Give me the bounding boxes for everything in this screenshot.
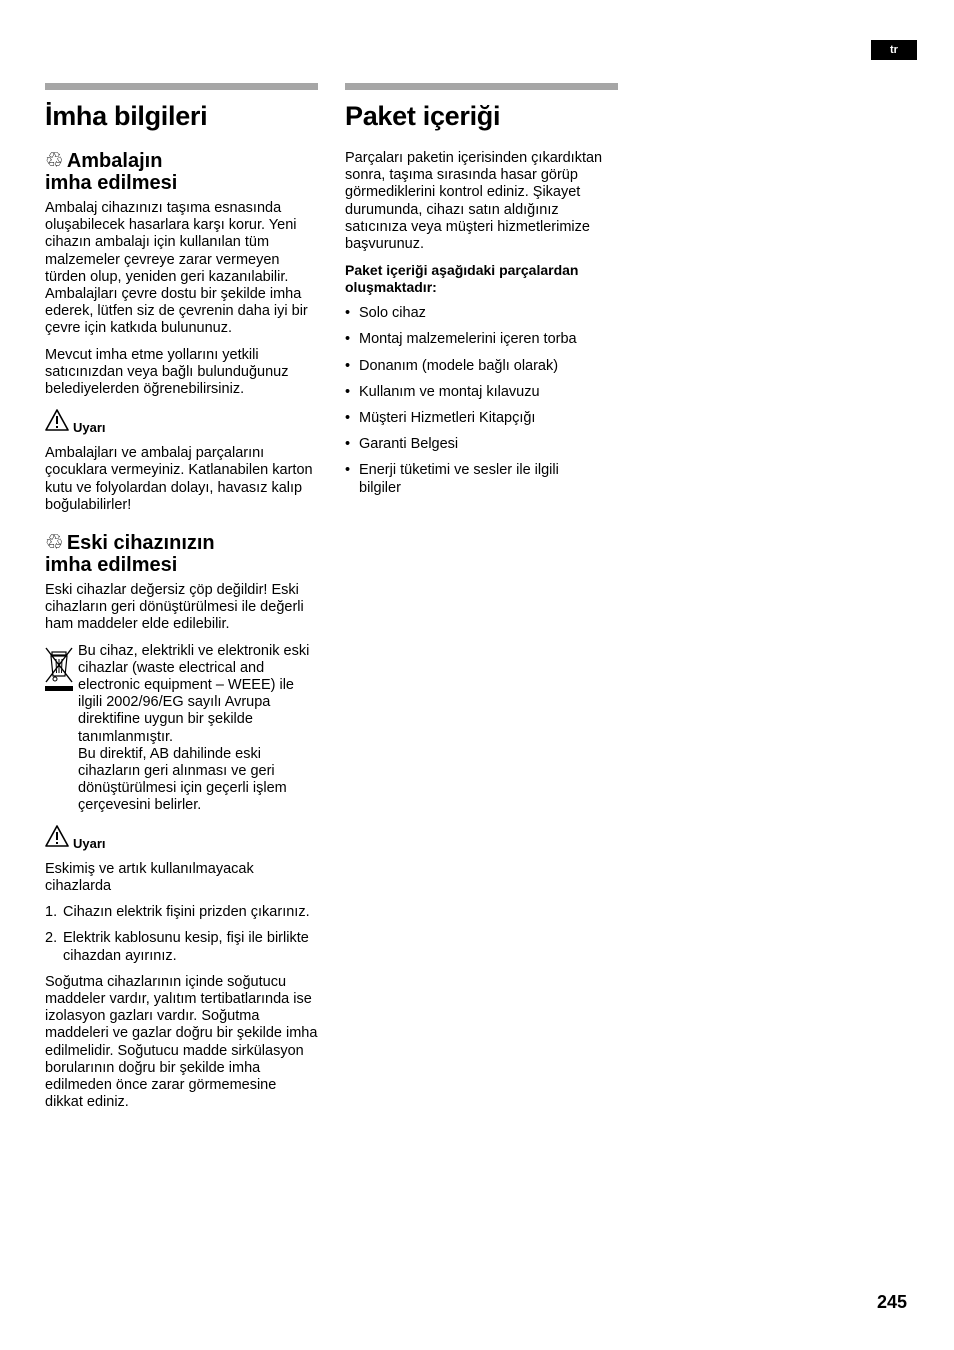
recycle-icon: ♲ bbox=[45, 149, 64, 172]
warning-intro: Eskimiş ve artık kullanılmayacak cihazlarda bbox=[45, 860, 254, 894]
list-item: • Donanım (modele bağlı olarak) bbox=[345, 357, 559, 374]
packaging-heading: ♲ Ambalajın imha edilmesi bbox=[45, 149, 178, 194]
section-rule bbox=[345, 83, 618, 90]
package-items bbox=[345, 305, 618, 497]
old-device-paragraph: Eski cihazlar değersiz çöp değildir! Eski cihazların geri dönüştürülmesi ile değerli ham maddeler elde edilebilir. bbox=[45, 582, 304, 633]
package-contents-column bbox=[345, 83, 618, 506]
packaging-paragraph: Ambalaj cihazınızı taşıma esnasında oluşabilecek hasarlara karşı korur. Yeni cihazın ambalajı için kullanılan tüm malzemeler çevreye zarar vermeyen türden olup, yeniden geri kazanılabilir. Ambalajları çevre dostu bir şekilde imha ederek, lütfen siz de çevrenin daha iyi bir çevre için katkıda bulununuz. bbox=[45, 200, 308, 337]
warning-label: Uyarı bbox=[73, 420, 106, 436]
package-intro: Parçaları paketin içerisinden çıkardıktan sonra, taşıma sırasında hasar görüp görmediklerini kontrol ediniz. Şikayet durumunda, cihazı satın aldığınız satıcınıza veya müşteri hizmetlerimize başvurunuz. bbox=[345, 150, 603, 253]
crossed-bin-icon bbox=[45, 643, 78, 815]
packaging-warning bbox=[45, 412, 318, 436]
package-contents-title: Paket içeriği bbox=[345, 101, 501, 131]
old-device-heading: ♲ Eski cihazınızın imha edilmesi bbox=[45, 531, 215, 577]
disposal-steps bbox=[45, 904, 318, 965]
list-item: • Enerji tüketimi ve sesler ile ilgili bilgiler bbox=[345, 462, 559, 496]
list-item: • Müşteri Hizmetleri Kitapçığı bbox=[345, 410, 536, 427]
language-tab: tr bbox=[871, 40, 917, 60]
packaging-warning-text: Ambalajları ve ambalaj parçalarını çocuklara vermeyiniz. Katlanabilen karton kutu ve folyolardan dolayı, havasız kalıp boğulabilirler! bbox=[45, 445, 313, 513]
packaging-paragraph-2: Mevcut imha etme yollarını yetkili satıcınızdan veya bağlı bulunduğunuz belediyelerden öğrenebilirsiniz. bbox=[45, 346, 289, 398]
warning-icon bbox=[45, 409, 69, 436]
weee-notice bbox=[45, 643, 318, 815]
list-item: • Montaj malzemelerini içeren torba bbox=[345, 331, 577, 348]
package-list-intro: Paket içeriği aşağıdaki parçalardan oluşmaktadır: bbox=[345, 262, 579, 296]
list-item: 1. Cihazın elektrik fişini prizden çıkarınız. bbox=[45, 904, 310, 921]
list-item: • Solo cihaz bbox=[345, 305, 426, 322]
old-device-warning bbox=[45, 828, 318, 852]
section-rule bbox=[45, 83, 318, 90]
disposal-title: İmha bilgileri bbox=[45, 101, 208, 131]
list-item: 2. Elektrik kablosunu kesip, fişi ile birlikte cihazdan ayırınız. bbox=[45, 930, 309, 964]
warning-icon bbox=[45, 825, 69, 852]
list-item: • Kullanım ve montaj kılavuzu bbox=[345, 383, 540, 400]
disposal-column bbox=[45, 83, 318, 1111]
weee-directive-text: Bu direktif, AB dahilinde eski cihazların geri alınması ve geri dönüştürülmesi için geçerli işlem çerçevesini belirler. bbox=[78, 745, 287, 814]
warning-label: Uyarı bbox=[73, 835, 106, 851]
list-item: • Garanti Belgesi bbox=[345, 436, 459, 453]
page-number: 245 bbox=[876, 1292, 907, 1312]
recycle-icon: ♲ bbox=[45, 531, 64, 555]
weee-text: Bu cihaz, elektrikli ve elektronik eski cihazlar (waste electrical and electronic equipment – WEEE) ile ilgili 2002/96/EG sayılı Avrupa direktifine uygun bir şekilde tanımlanmıştır. bbox=[78, 642, 310, 745]
refrigerant-paragraph: Soğutma cihazlarının içinde soğutucu maddeler vardır, yalıtım tertibatlarında ise izolasyon gazları vardır. Soğutma maddeleri ve gazlar doğru bir şekilde imha edilmelidir. Soğutucu madde sirkülasyon borularının doğru bir şekilde imha edilmeden önce zarar görmemesine dikkat ediniz. bbox=[45, 973, 318, 1111]
